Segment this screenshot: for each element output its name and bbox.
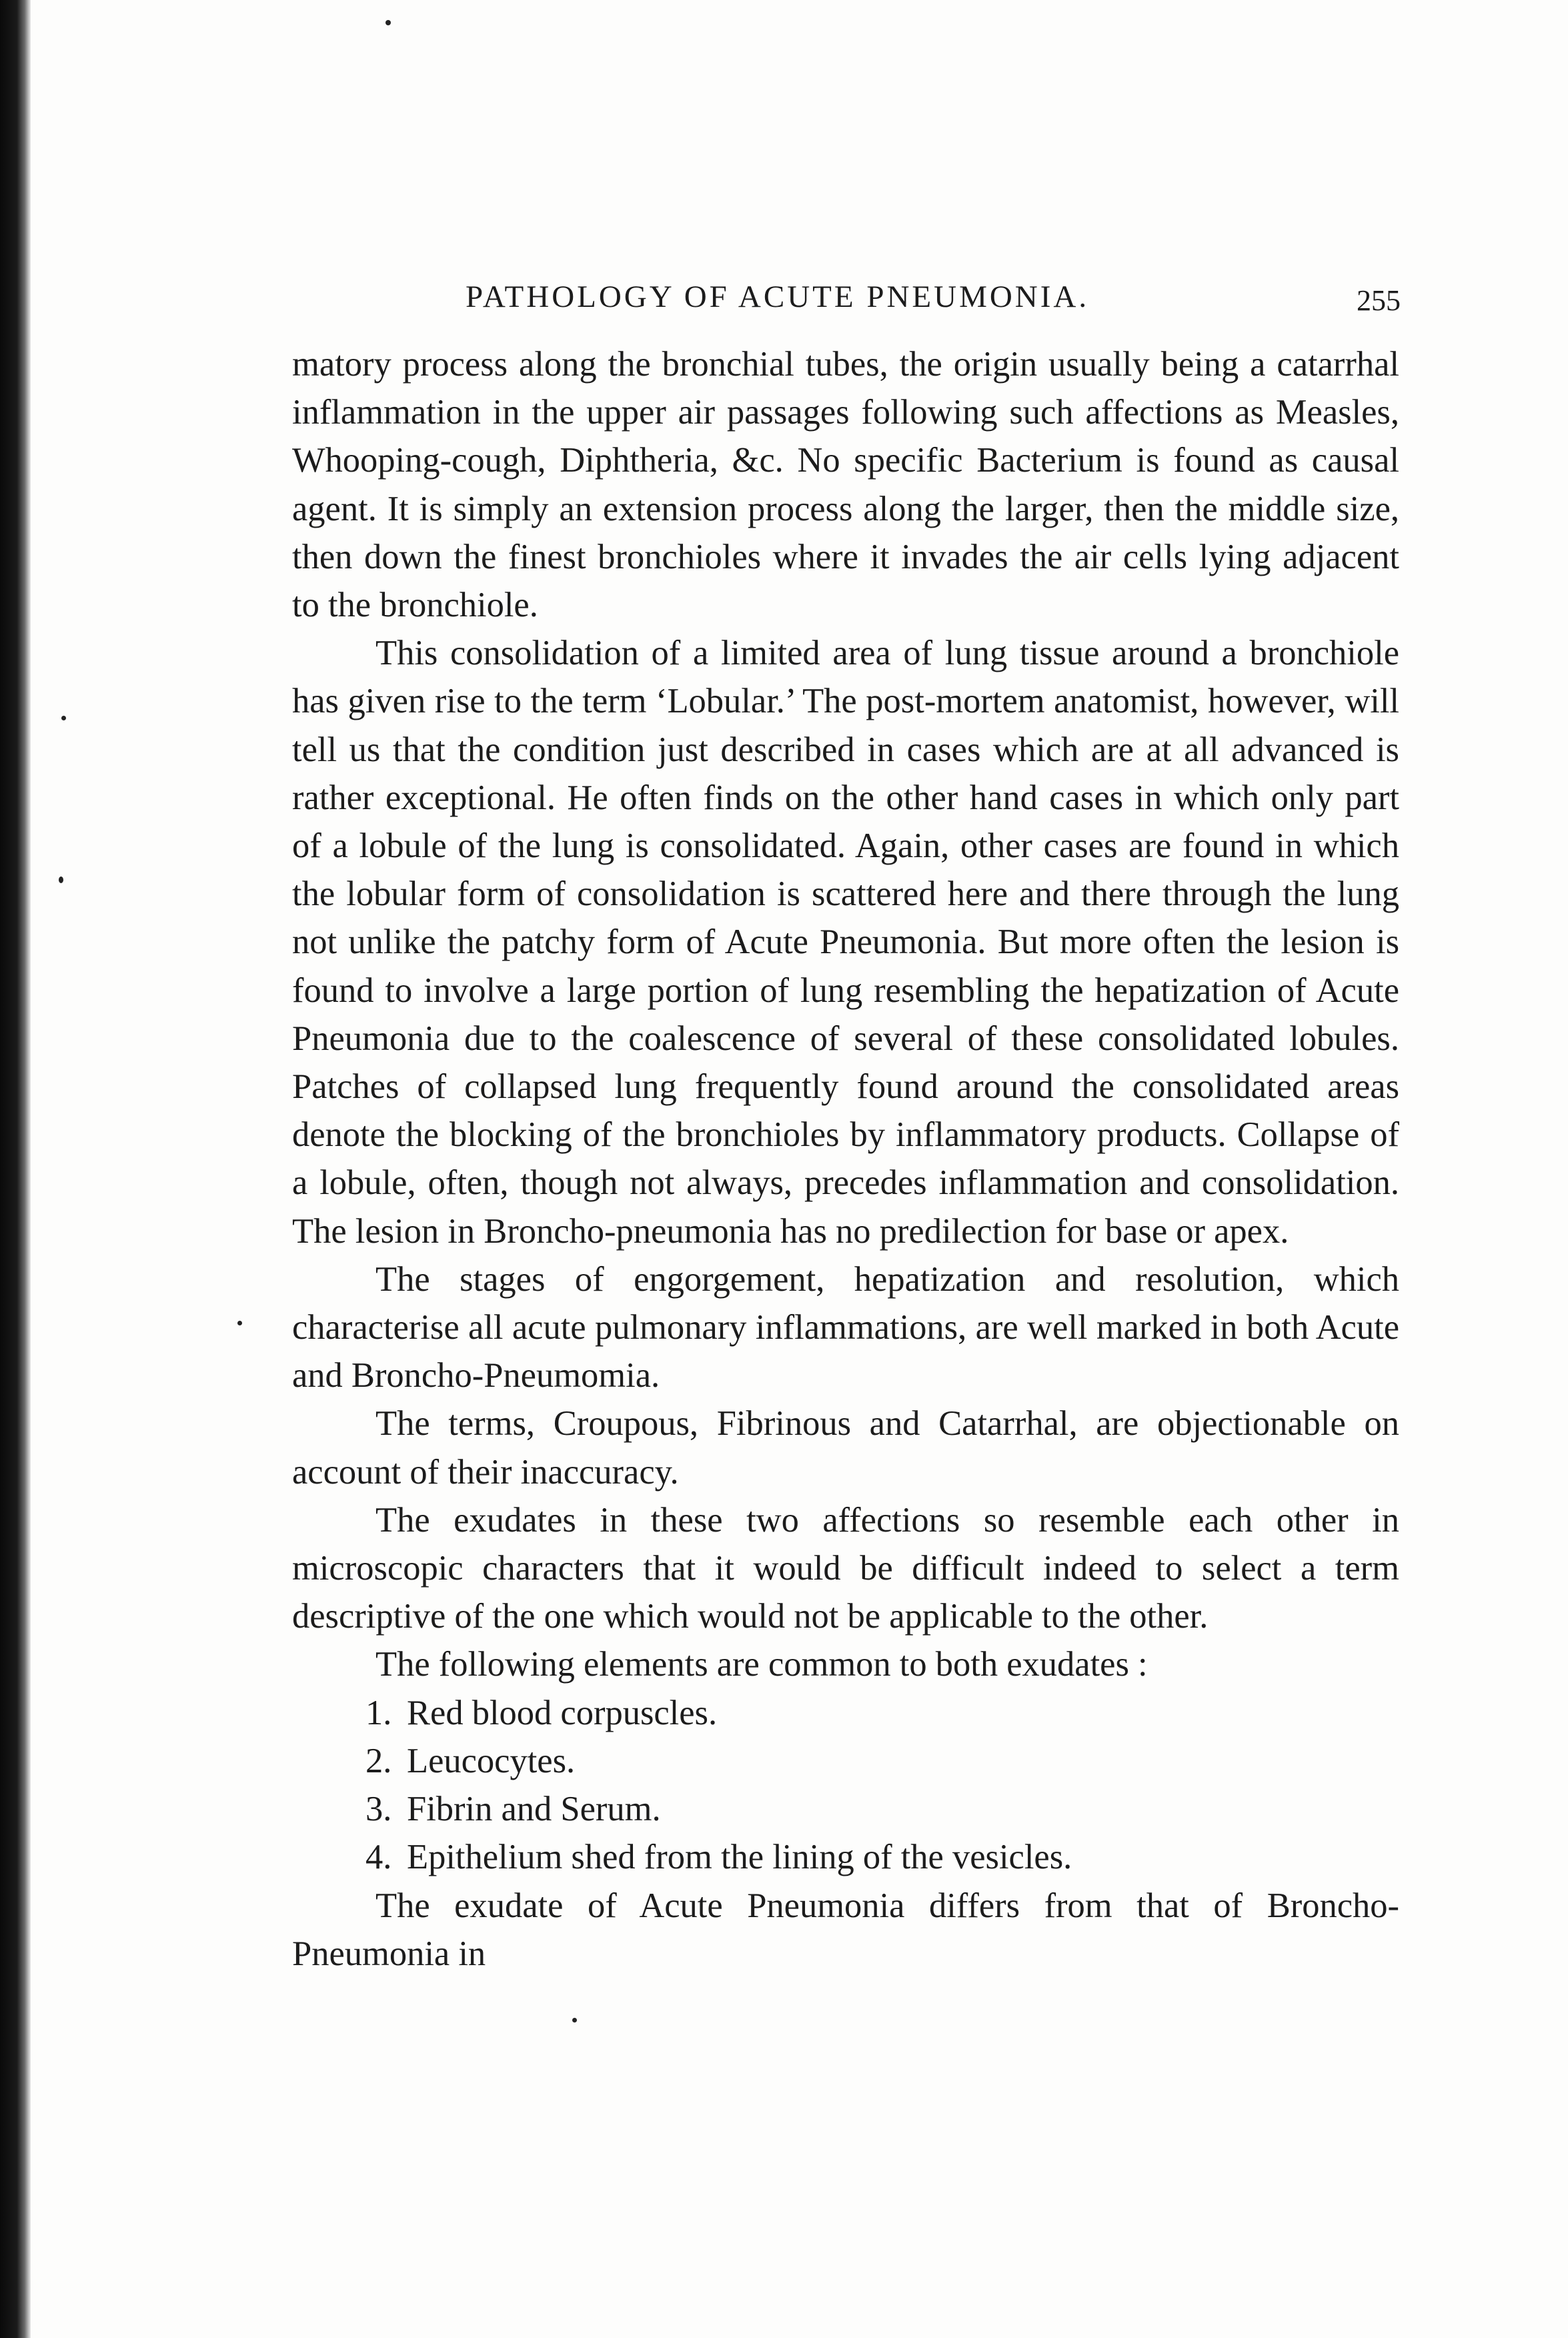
body-text [292,340,1399,1978]
list-item [292,1833,1399,1881]
list-item [292,1689,1399,1737]
list-item-text: Leucocytes. [407,1741,576,1780]
list-item-number: 4. [365,1838,392,1877]
list-item-number: 1. [365,1693,392,1732]
page-header [293,270,1401,324]
page-number: 255 [1357,284,1401,317]
paragraph-terms: The terms, Croupous, Fibrinous and Catarrhal, are objectionable on account of their inaccuracy. [292,1404,1399,1492]
list-item-number: 3. [365,1790,392,1829]
list-item-text: Epithelium shed from the lining of the vesicles. [407,1838,1072,1877]
list-item-text: Fibrin and Serum. [407,1790,661,1829]
paragraph-continuation: matory process along the bronchial tubes, the origin usually being a catarrhal inflammation in the upper air passages following such affections as Measles, Whooping-cough, Diphtheria, &c. No specific Bacterium is found as causal agent. It is simply an extension process along the larger, then the middle size, then down the finest bronchioles where it invades the air cells lying adjacent to the bronchiole. [292,345,1399,625]
ink-speck [572,2018,577,2022]
ink-speck [237,1321,242,1325]
list-item [292,1737,1399,1785]
paragraph-lobular: This consolidation of a limited area of lung tissue around a bronchiole has given rise to the term ‘Lobular.’ The post-mortem anatomist, however, will tell us that the condition just described in cases which are at all advanced is rather exceptional. He often finds on the other hand cases in which only part of a lobule of the lung is consolidated. Again, other cases are found in which the lobular form of consolidation is scattered here and there through the lung not unlike the patchy form of Acute Pneumonia. But more often the lesion is found to involve a large portion of lung resembling the hepatization of Acute Pneumonia due to the coalescence of several of these consolidated lobules. Patches of collapsed lung frequently found around the consolidated areas denote the blocking of the bronchioles by inflammatory products. Collapse of a lobule, often, though not always, precedes inflammation and consolidation. The lesion in Broncho-pneumonia has no predilection for base or apex. [292,634,1399,1251]
paragraph-stages: The stages of engorgement, hepatization and resolution, which characterise all acute pulmonary inflammations, are well marked in both Acute and Broncho-Pneumomia. [292,1259,1399,1395]
list-item [292,1785,1399,1833]
paragraph-closing: The exudate of Acute Pneumonia differs from that of Broncho-Pneumonia in [292,1886,1399,1973]
ink-speck [61,716,66,720]
paragraph-exudates: The exudates in these two affections so resemble each other in microscopic characters that it would be difficult indeed to select a term descriptive of the one which would not be applicable to the other. [292,1500,1399,1636]
elements-list [292,1689,1399,1882]
ink-speck [59,876,63,883]
running-head: PATHOLOGY OF ACUTE PNEUMONIA. [466,279,1090,314]
ink-speck [385,20,391,25]
paragraph-elements-intro: The following elements are common to both exudates : [375,1645,1148,1684]
list-item-number: 2. [365,1741,392,1780]
list-item-text: Red blood corpuscles. [407,1693,718,1732]
book-spine-shadow [0,0,31,2338]
